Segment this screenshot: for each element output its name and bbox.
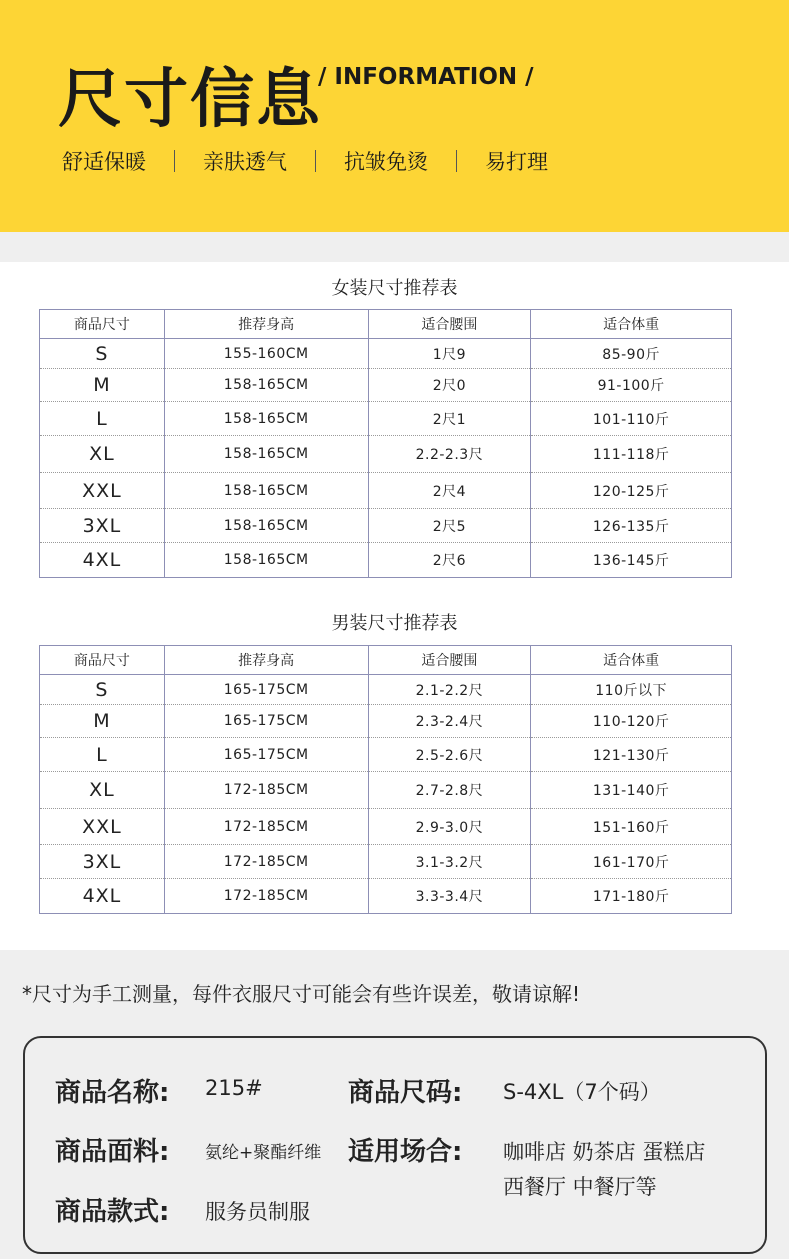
table-cell: 126-135斤 bbox=[531, 509, 732, 543]
product-size-label: 商品尺码: bbox=[348, 1078, 463, 1108]
size-cell: 4XL bbox=[40, 879, 165, 914]
column-header: 推荐身高 bbox=[164, 310, 368, 339]
table-cell: 110斤以下 bbox=[531, 675, 732, 705]
table-cell: 158-165CM bbox=[164, 436, 368, 473]
table-cell: 158-165CM bbox=[164, 402, 368, 436]
table-cell: 2.1-2.2尺 bbox=[368, 675, 531, 705]
table-row bbox=[40, 436, 732, 473]
table-cell: 158-165CM bbox=[164, 369, 368, 402]
table-cell: 172-185CM bbox=[164, 772, 368, 809]
table-cell: 2.9-3.0尺 bbox=[368, 809, 531, 845]
feature-divider bbox=[456, 150, 457, 172]
product-venue-label: 适用场合: bbox=[348, 1137, 463, 1167]
product-info-box bbox=[23, 1036, 767, 1254]
table-row bbox=[40, 339, 732, 369]
page-subtitle: / INFORMATION / bbox=[318, 64, 534, 90]
column-header: 推荐身高 bbox=[164, 646, 368, 675]
table-header-row bbox=[40, 310, 732, 339]
column-header: 商品尺寸 bbox=[40, 310, 165, 339]
table-cell: 158-165CM bbox=[164, 509, 368, 543]
table-cell: 111-118斤 bbox=[531, 436, 732, 473]
table-cell: 172-185CM bbox=[164, 809, 368, 845]
feature-item: 易打理 bbox=[485, 150, 548, 174]
table-row bbox=[40, 879, 732, 914]
table-cell: 3.1-3.2尺 bbox=[368, 845, 531, 879]
table-cell: 120-125斤 bbox=[531, 473, 732, 509]
table-cell: 136-145斤 bbox=[531, 543, 732, 578]
feature-divider bbox=[174, 150, 175, 172]
table-cell: 2.5-2.6尺 bbox=[368, 738, 531, 772]
table-cell: 85-90斤 bbox=[531, 339, 732, 369]
table-row bbox=[40, 705, 732, 738]
feature-divider bbox=[315, 150, 316, 172]
feature-list bbox=[62, 146, 548, 176]
product-venue-value: 咖啡店 奶茶店 蛋糕店 bbox=[503, 1140, 706, 1164]
table-cell: 2尺0 bbox=[368, 369, 531, 402]
table-cell: 121-130斤 bbox=[531, 738, 732, 772]
table-cell: 3.3-3.4尺 bbox=[368, 879, 531, 914]
feature-item: 亲肤透气 bbox=[203, 150, 287, 174]
table-cell: 151-160斤 bbox=[531, 809, 732, 845]
table-cell: 2尺4 bbox=[368, 473, 531, 509]
table-cell: 171-180斤 bbox=[531, 879, 732, 914]
women-table-title: 女装尺寸推荐表 bbox=[331, 278, 458, 299]
size-cell: L bbox=[40, 402, 165, 436]
table-cell: 2.7-2.8尺 bbox=[368, 772, 531, 809]
product-style-value: 服务员制服 bbox=[205, 1200, 310, 1224]
table-cell: 158-165CM bbox=[164, 543, 368, 578]
product-venue-value: 西餐厅 中餐厅等 bbox=[503, 1175, 657, 1199]
column-header: 商品尺寸 bbox=[40, 646, 165, 675]
table-row bbox=[40, 809, 732, 845]
page-title: 尺寸信息 bbox=[58, 63, 322, 137]
table-row bbox=[40, 509, 732, 543]
table-row bbox=[40, 675, 732, 705]
table-cell: 2尺1 bbox=[368, 402, 531, 436]
table-cell: 1尺9 bbox=[368, 339, 531, 369]
product-name-value: 215# bbox=[205, 1076, 263, 1100]
size-cell: 3XL bbox=[40, 509, 165, 543]
table-cell: 165-175CM bbox=[164, 738, 368, 772]
table-row bbox=[40, 845, 732, 879]
table-row bbox=[40, 772, 732, 809]
product-size-value: S-4XL（7个码） bbox=[503, 1080, 661, 1104]
men-size-table bbox=[39, 645, 732, 914]
product-style-label: 商品款式: bbox=[55, 1197, 170, 1227]
table-row bbox=[40, 543, 732, 578]
feature-item: 抗皱免烫 bbox=[344, 150, 428, 174]
table-cell: 2.3-2.4尺 bbox=[368, 705, 531, 738]
table-row bbox=[40, 738, 732, 772]
table-cell: 165-175CM bbox=[164, 675, 368, 705]
table-cell: 110-120斤 bbox=[531, 705, 732, 738]
product-fabric-label: 商品面料: bbox=[55, 1137, 170, 1167]
product-fabric-value: 氨纶+聚酯纤维 bbox=[205, 1143, 322, 1163]
column-header: 适合腰围 bbox=[368, 310, 531, 339]
table-row bbox=[40, 369, 732, 402]
table-cell: 155-160CM bbox=[164, 339, 368, 369]
product-name-label: 商品名称: bbox=[55, 1078, 170, 1108]
table-cell: 2尺6 bbox=[368, 543, 531, 578]
measurement-note: *尺寸为手工测量，每件衣服尺寸可能会有些许误差，敬请谅解! bbox=[22, 982, 581, 1006]
table-cell: 101-110斤 bbox=[531, 402, 732, 436]
size-cell: S bbox=[40, 339, 165, 369]
size-cell: XXL bbox=[40, 473, 165, 509]
table-cell: 2.2-2.3尺 bbox=[368, 436, 531, 473]
size-cell: S bbox=[40, 675, 165, 705]
size-cell: 4XL bbox=[40, 543, 165, 578]
size-cell: M bbox=[40, 369, 165, 402]
table-header-row bbox=[40, 646, 732, 675]
header-banner bbox=[0, 0, 789, 232]
size-cell: M bbox=[40, 705, 165, 738]
table-cell: 2尺5 bbox=[368, 509, 531, 543]
column-header: 适合体重 bbox=[531, 310, 732, 339]
size-cell: XL bbox=[40, 772, 165, 809]
size-cell: XL bbox=[40, 436, 165, 473]
table-cell: 158-165CM bbox=[164, 473, 368, 509]
table-cell: 172-185CM bbox=[164, 845, 368, 879]
column-header: 适合腰围 bbox=[368, 646, 531, 675]
size-cell: L bbox=[40, 738, 165, 772]
table-row bbox=[40, 473, 732, 509]
table-cell: 172-185CM bbox=[164, 879, 368, 914]
size-cell: 3XL bbox=[40, 845, 165, 879]
size-cell: XXL bbox=[40, 809, 165, 845]
table-cell: 131-140斤 bbox=[531, 772, 732, 809]
women-size-table bbox=[39, 309, 732, 578]
men-table-title: 男装尺寸推荐表 bbox=[331, 613, 458, 634]
table-row bbox=[40, 402, 732, 436]
table-cell: 91-100斤 bbox=[531, 369, 732, 402]
feature-item: 舒适保暖 bbox=[62, 150, 146, 174]
table-cell: 165-175CM bbox=[164, 705, 368, 738]
size-tables-card bbox=[0, 262, 789, 950]
column-header: 适合体重 bbox=[531, 646, 732, 675]
table-cell: 161-170斤 bbox=[531, 845, 732, 879]
